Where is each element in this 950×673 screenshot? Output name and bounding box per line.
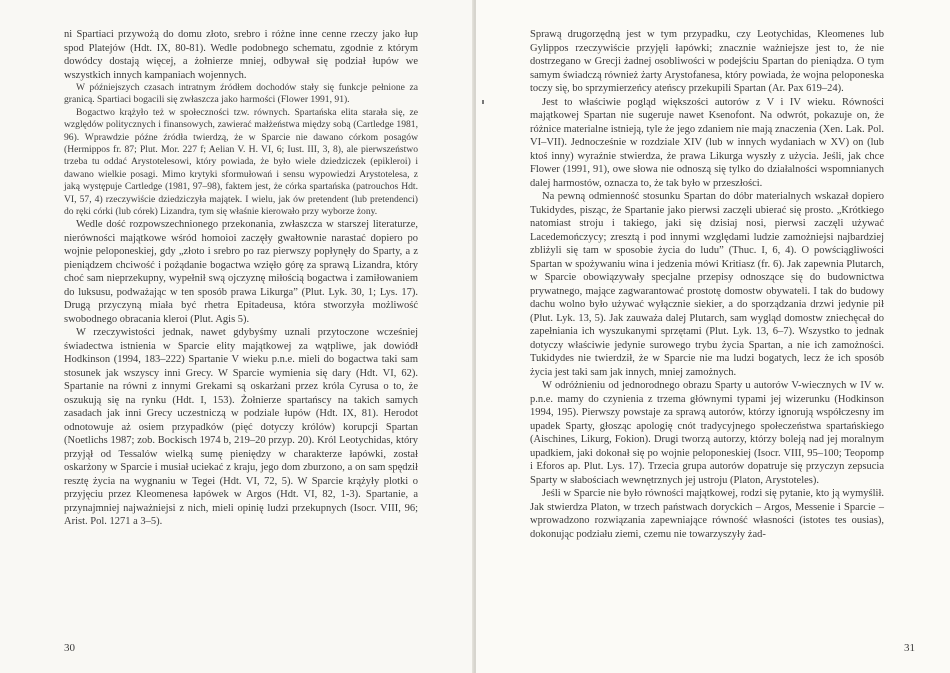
left-paragraph-2: W późniejszych czasach intratnym źródłem dochodów stały się funkcje pełnione za granicą. Spartiaci bogacili się zwłaszcza jako harmości (Flower 1991, 91). [64, 82, 418, 106]
right-paragraph-4: W odróżnieniu od jednorodnego obrazu Sparty u autorów V-wiecznych w IV w. p.n.e. mamy do czynienia z trzema głównymi typami jej wizerunku (Hodkinson 1994, 195). Pierwszy powstaje za sprawą autorów, którzy ignorują współczesny im upadek Sparty, głosząc apologię cnót tradycyjnego społeczeństwa spartańskiego (Aischines, Likurg, Fokion). Drugi tworzą autorzy, którzy boleją nad jej moralnym upadkiem, jaki dokonał się po wojnie peloponeskiej (Isocr. VIII, 95–100; Teopomp i Eforos ap. Plut. Lys. 17). Trzecia grupa autorów dopatruje się przyczyn zepsucia Sparty w słabościach wewnętrznych jej ustroju (Platon, Arystoteles). [530, 380, 884, 486]
right-paragraph-3: Na pewną odmienność stosunku Spartan do dóbr materialnych wskazał dopiero Tukidydes, pisząc, że Spartanie jako pierwsi zaczęli ubierać się prosto. „Krótkiego natomiast stroju i takiego, jaki się dzisiaj nosi, pierwsi zaczęli używać Lacedemończycy; zresztą i pod innymi względami ludzie zamożniejsi najbardziej zbliżyli się tam w sposobie życia do ludu” (Thuc. I, 6, 4). O powściągliwości Spartan w spożywaniu wina i jedzenia mówi Kritiasz (fr. 6). Jak zapewnia Plutarch, w Sparcie obowiązywały specjalne przepisy odnoszące się do budownictwa prywatnego, mające zagwarantować prostotę domostw obywateli. I tak do budowy dachu wolno było używać wyłącznie siekier, a do sporządzania drzwi jedynie pił (Plut. Lyk. 13, 5). Jak zauważa dalej Plutarch, sam wygląd domostw zniechęcał do zapełniania ich wyszukanymi sprzętami (Plut. Lyk. 13, 6–7). Wszystko to jednak dotyczy właściwie jedynie surowego trybu życia Spartan, a nie ich zamożności. Tukidydes nie twierdził, że w Sparcie nie ma ludzi bogatych, lecz że ich sposób życia jest taki sam jak innych, mniej zamożnych. [530, 191, 884, 378]
right-paragraph-1: Sprawą drugorzędną jest w tym przypadku, czy Leotychidas, Kleomenes lub Gylippos rzeczywiście przyjęli łapówki; znacznie ważniejsze jest to, że nie dostrzegano w Grecji żadnej osobliwości w podejściu Spartan do pieniądza. O tym samym świadczą również żarty Arystofanesa, który powiada, że wojna peloponeska toczy się, bo sprzymierzeńcy ateńscy przekupili Spartan (Ar. Pax 619–24). [530, 29, 884, 94]
right-page [476, 0, 950, 673]
left-text-column [64, 28, 418, 529]
left-paragraph-5: W rzeczywistości jednak, nawet gdybyśmy uznali przytoczone wcześniej świadectwa istnienia w Sparcie elity majątkowej za wątpliwe, jak dowiódł Hodkinson (1994, 183–222) Spartanie V wieku p.n.e. mieli do bogactwa taki sam stosunek jak wszyscy inni Grecy. W Sparcie wymienia się dary (Hdt. VI, 62). Spartanie na równi z innymi Grekami są oskarżani przez króla Cyrusa o to, że oszukują się na rynku (Hdt. I, 153). Żołnierze spartańscy na takich samych zasadach jak inni Grecy uczestniczą w podziale łupów (Hdt. IX, 81). Herodot odnotowuje aż osiem przypadków (pięć dotyczy królów) korupcji Spartan (Noetlichs 1987; zob. Bockisch 1974 b, 219–20 przyp. 20). Król Leotychidas, który przyjął od Tessalów wielką sumę pieniędzy w charakterze łapówki, został oskarżony w Sparcie i musiał uciekać z kraju, jego dom zburzono, a on sam spędził resztę życia na wygnaniu w Tegei (Hdt. VI, 72, 5). W Sparcie krążyły plotki o przyjęciu przez Kleomenesa łapówek w Argos (Hdt. VI, 82, 1-3). Spartanie, a przynajmniej najważniejsi z nich, mieli opinię ludzi przekupnych (Isocr. VIII, 96; Arist. Pol. 1271 a 3–5). [64, 327, 418, 528]
left-paragraph-3: Bogactwo krążyło też w społeczności tzw. równych. Spartańska elita starała się, ze względów politycznych i finansowych, zawierać małżeństwa między sobą (Cartledge 1981, 96). Wprawdzie późne źródła twierdzą, że w Sparcie nie dawano córkom posagów (Hermippos fr. 87; Plut. Mor. 227 f; Aelian V. H. VI, 6; Iust. III, 3, 8), ale pierwszeństwo trzeba tu oddać Arystotelesowi, który powiada, że było wiele dziedziczek (epikleroi) i dawano wielkie posagi. Mimo krytyki sformułowań i sensu wypowiedzi Arystotelesa, z jaką występuje Cartledge (1981, 97–98), faktem jest, że córka spartańska (patrouchos Hdt. VI, 57, 4) rzeczywiście dziedziczyła majątek. I wielu, jak ów pretendent (lub pretendenci) do ręki córki (lub córek) Lizandra, tym się właśnie kierowało przy wyborze żony. [64, 106, 418, 218]
left-paragraph-4: Wedle dość rozpowszechnionego przekonania, zwłaszcza w starszej literaturze, nierówności majątkowe wśród homoioi zaczęły gwałtownie narastać dopiero po wojnie peloponeskiej, gdy „złoto i srebro po raz pierwszy popłynęły do Sparty, a z pieniądzem chciwość i pożądanie bogactwa wzięło górę za sprawą Lizandra, który choć sam nieprzekupny, wypełnił swą ojczyznę miłością bogactwa i zamiłowaniem do luksusu, podważając w ten sposób prawa Likurga” (Plut. Lyk. 30, 1; Lys. 17). Drugą przyczyną miała być rhetra Epitadeusa, która stworzyła możliwość swobodnego obracania kleroi (Plut. Agis 5). [64, 219, 418, 325]
left-page [0, 0, 474, 673]
right-text-column [530, 28, 884, 541]
right-paragraph-2: Jest to właściwie pogląd większości autorów z V i IV wieku. Równości majątkowej Spartan nie sugeruje nawet Ksenofont. Na odwrót, pokazuje on, że różnice materialne istnieją, tyle że jego zdaniem nie mają znaczenia (Xen. Lak. Pol. VI–VII). Jednocześnie w rozdziale XIV (lub w innych wydaniach w XV) on (lub ktoś inny) wyraźnie stwierdza, że prawa Likurga wyszły z użycia. Jeśli, jak chce Flower (1991, 91), owe słowa nie odnoszą się tylko do działalności wspomnianych dalej harmostów, oznacza to, że tak było w przeszłości. [530, 96, 884, 189]
margin-mark [482, 100, 484, 104]
right-paragraph-5: Jeśli w Sparcie nie było równości majątkowej, rodzi się pytanie, kto ją wymyślił. Jak stwierdza Platon, w trzech państwach doryckich – Argos, Messenie i Sparcie – wprowadzono rozwiązania zapewniające równość własności (istotes tes ousias), dokonując podziału ziemi, czemu nie towarzyszyły żad- [530, 488, 884, 540]
page-number-right: 31 [904, 642, 915, 654]
page-number-left: 30 [64, 642, 75, 654]
left-paragraph-1: ni Spartiaci przywożą do domu złoto, srebro i różne inne cenne rzeczy jako łup spod Platejów (Hdt. IX, 80-81). Wedle podobnego schematu, zgodnie z którym dowódcy dostają więcej, a żołnierze mniej, odbywał się podział łupów we wszystkich innych kampaniach wojennych. [64, 29, 418, 81]
